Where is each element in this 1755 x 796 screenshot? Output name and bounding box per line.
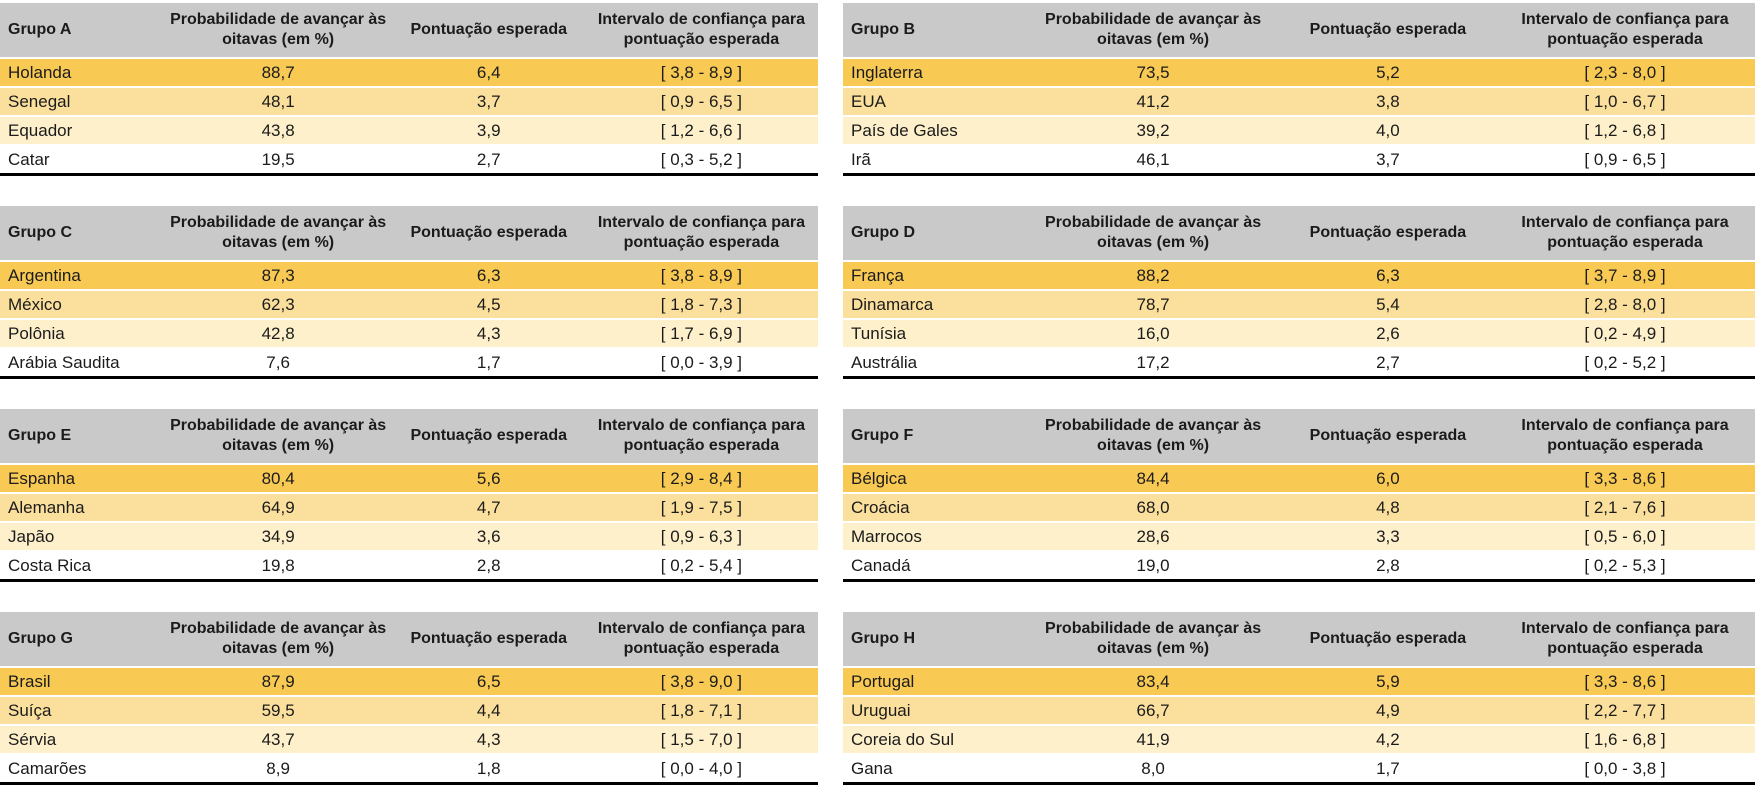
- table-row: [0, 726, 818, 753]
- table-row: [0, 494, 818, 521]
- ci-column-header: Intervalo de confiança para pontuação esperada: [597, 214, 805, 251]
- prob-column-header: Probabilidade de avançar às oitavas (em %): [1045, 214, 1262, 251]
- table-header: [843, 409, 1755, 463]
- ci-cell: [ 0,2 - 5,4 ]: [660, 555, 743, 575]
- ci-cell: [ 3,8 - 8,9 ]: [660, 62, 743, 82]
- points-cell: 6,0: [1376, 468, 1400, 488]
- points-cell: 1,7: [1376, 758, 1400, 778]
- team-cell: Dinamarca: [851, 294, 934, 314]
- prob-cell: 34,9: [261, 526, 295, 546]
- prob-cell: 83,4: [1136, 671, 1170, 691]
- group-label: Grupo F: [851, 427, 914, 445]
- points-cell: 1,8: [476, 758, 501, 778]
- points-cell: 2,7: [476, 149, 501, 169]
- group-c-table: [0, 206, 818, 379]
- ci-cell: [ 1,9 - 7,5 ]: [660, 497, 743, 517]
- table-header: [0, 409, 818, 463]
- group-d-table: [843, 206, 1755, 379]
- team-cell: Japão: [8, 526, 55, 546]
- points-column-header: Pontuação esperada: [1309, 21, 1467, 39]
- ci-column-header: Intervalo de confiança para pontuação esperada: [597, 11, 805, 48]
- team-cell: Irã: [851, 149, 871, 169]
- ci-cell: [ 1,2 - 6,8 ]: [1584, 120, 1666, 140]
- ci-column-header: Intervalo de confiança para pontuação esperada: [1521, 620, 1729, 657]
- points-cell: 6,3: [1376, 265, 1400, 285]
- team-cell: Portugal: [851, 671, 915, 691]
- ci-column-header: Intervalo de confiança para pontuação esperada: [597, 417, 805, 454]
- table-row: [843, 59, 1755, 86]
- group-label: Grupo H: [851, 630, 915, 648]
- table-row: [843, 494, 1755, 521]
- points-column-header: Pontuação esperada: [1309, 427, 1467, 445]
- table-row: [843, 668, 1755, 695]
- team-cell: Gana: [851, 758, 893, 778]
- ci-cell: [ 0,3 - 5,2 ]: [660, 149, 743, 169]
- points-cell: 5,2: [1376, 62, 1400, 82]
- ci-cell: [ 1,6 - 6,8 ]: [1584, 729, 1666, 749]
- table-row: [0, 262, 818, 289]
- table-header: [0, 612, 818, 666]
- ci-cell: [ 1,7 - 6,9 ]: [660, 323, 743, 343]
- ci-cell: [ 0,2 - 5,3 ]: [1584, 555, 1666, 575]
- team-cell: Austrália: [851, 352, 918, 372]
- group-label: Grupo D: [851, 224, 915, 242]
- prob-cell: 43,8: [261, 120, 295, 140]
- team-cell: Canadá: [851, 555, 911, 575]
- group-label: Grupo A: [8, 21, 72, 39]
- ci-cell: [ 2,1 - 7,6 ]: [1584, 497, 1666, 517]
- prob-cell: 78,7: [1136, 294, 1170, 314]
- table-header: [843, 3, 1755, 57]
- ci-cell: [ 3,8 - 8,9 ]: [660, 265, 743, 285]
- points-cell: 5,9: [1376, 671, 1400, 691]
- table-row: [0, 349, 818, 376]
- prob-cell: 59,5: [261, 700, 295, 720]
- table-row: [0, 697, 818, 724]
- ci-cell: [ 3,7 - 8,9 ]: [1584, 265, 1666, 285]
- table-row: [0, 146, 818, 173]
- prob-cell: 84,4: [1136, 468, 1170, 488]
- team-cell: EUA: [851, 91, 886, 111]
- table-row: [843, 262, 1755, 289]
- team-cell: Senegal: [8, 91, 71, 111]
- table-row: [843, 726, 1755, 753]
- team-cell: Arábia Saudita: [8, 352, 120, 372]
- points-cell: 5,4: [1376, 294, 1400, 314]
- group-label: Grupo E: [8, 427, 72, 445]
- prob-cell: 42,8: [261, 323, 295, 343]
- group-e-table: [0, 409, 818, 582]
- ci-cell: [ 1,2 - 6,6 ]: [660, 120, 743, 140]
- ci-cell: [ 0,9 - 6,5 ]: [660, 91, 743, 111]
- points-cell: 3,3: [1376, 526, 1400, 546]
- points-cell: 2,7: [1376, 352, 1400, 372]
- ci-cell: [ 3,3 - 8,6 ]: [1584, 671, 1666, 691]
- team-cell: Alemanha: [8, 497, 85, 517]
- team-cell: Inglaterra: [851, 62, 923, 82]
- team-cell: Catar: [8, 149, 50, 169]
- team-cell: Tunísia: [851, 323, 907, 343]
- points-cell: 4,7: [476, 497, 501, 517]
- points-cell: 5,6: [476, 468, 501, 488]
- prob-cell: 41,9: [1136, 729, 1170, 749]
- prob-cell: 39,2: [1136, 120, 1170, 140]
- points-cell: 4,2: [1376, 729, 1400, 749]
- points-cell: 2,8: [476, 555, 501, 575]
- points-cell: 4,4: [476, 700, 501, 720]
- table-header: [843, 612, 1755, 666]
- group-label: Grupo C: [8, 224, 72, 242]
- ci-cell: [ 2,3 - 8,0 ]: [1584, 62, 1666, 82]
- table-row: [843, 465, 1755, 492]
- table-row: [0, 668, 818, 695]
- ci-cell: [ 0,0 - 3,8 ]: [1584, 758, 1666, 778]
- points-column-header: Pontuação esperada: [410, 427, 567, 445]
- team-cell: Sérvia: [8, 729, 57, 749]
- points-cell: 4,5: [476, 294, 501, 314]
- prob-column-header: Probabilidade de avançar às oitavas (em %): [1045, 11, 1262, 48]
- points-column-header: Pontuação esperada: [410, 21, 567, 39]
- table-row: [0, 523, 818, 550]
- ci-column-header: Intervalo de confiança para pontuação esperada: [1521, 214, 1729, 251]
- ci-cell: [ 1,5 - 7,0 ]: [660, 729, 743, 749]
- table-row: [0, 88, 818, 115]
- prob-column-header: Probabilidade de avançar às oitavas (em %): [170, 11, 387, 48]
- ci-cell: [ 0,9 - 6,5 ]: [1584, 149, 1666, 169]
- points-column-header: Pontuação esperada: [1309, 630, 1467, 648]
- team-cell: México: [8, 294, 62, 314]
- group-b-table: [843, 3, 1755, 176]
- group-label: Grupo G: [8, 630, 73, 648]
- prob-cell: 46,1: [1136, 149, 1170, 169]
- points-column-header: Pontuação esperada: [410, 630, 567, 648]
- table-row: [843, 146, 1755, 173]
- prob-cell: 8,9: [266, 758, 290, 778]
- points-cell: 6,5: [476, 671, 501, 691]
- prob-cell: 62,3: [261, 294, 295, 314]
- table-row: [0, 465, 818, 492]
- points-cell: 4,9: [1376, 700, 1400, 720]
- team-cell: Coreia do Sul: [851, 729, 955, 749]
- ci-cell: [ 3,3 - 8,6 ]: [1584, 468, 1666, 488]
- ci-column-header: Intervalo de confiança para pontuação esperada: [1521, 11, 1729, 48]
- prob-cell: 7,6: [266, 352, 290, 372]
- table-row: [0, 117, 818, 144]
- table-row: [843, 552, 1755, 579]
- points-cell: 3,8: [1376, 91, 1400, 111]
- points-cell: 3,9: [476, 120, 501, 140]
- prob-cell: 19,8: [261, 555, 295, 575]
- prob-cell: 48,1: [261, 91, 295, 111]
- ci-cell: [ 0,9 - 6,3 ]: [660, 526, 743, 546]
- ci-column-header: Intervalo de confiança para pontuação esperada: [1521, 417, 1729, 454]
- ci-cell: [ 1,0 - 6,7 ]: [1584, 91, 1666, 111]
- team-cell: Brasil: [8, 671, 51, 691]
- points-cell: 1,7: [476, 352, 501, 372]
- team-cell: Espanha: [8, 468, 76, 488]
- team-cell: Equador: [8, 120, 73, 140]
- points-cell: 4,3: [476, 729, 501, 749]
- prob-cell: 68,0: [1136, 497, 1170, 517]
- team-cell: Uruguai: [851, 700, 911, 720]
- ci-cell: [ 3,8 - 9,0 ]: [660, 671, 743, 691]
- prob-column-header: Probabilidade de avançar às oitavas (em %): [1045, 417, 1262, 454]
- group-a-table: [0, 3, 818, 176]
- team-cell: Suíça: [8, 700, 52, 720]
- team-cell: França: [851, 265, 904, 285]
- prob-cell: 19,0: [1136, 555, 1170, 575]
- table-row: [843, 349, 1755, 376]
- group-label: Grupo B: [851, 21, 915, 39]
- ci-cell: [ 0,2 - 5,2 ]: [1584, 352, 1666, 372]
- prob-column-header: Probabilidade de avançar às oitavas (em %): [170, 214, 387, 251]
- points-cell: 3,7: [1376, 149, 1400, 169]
- team-cell: Bélgica: [851, 468, 907, 488]
- team-cell: Croácia: [851, 497, 910, 517]
- ci-cell: [ 0,5 - 6,0 ]: [1584, 526, 1666, 546]
- table-header: [0, 206, 818, 260]
- table-row: [843, 320, 1755, 347]
- prob-cell: 80,4: [261, 468, 295, 488]
- prob-cell: 8,0: [1141, 758, 1165, 778]
- prob-cell: 28,6: [1136, 526, 1170, 546]
- points-cell: 4,8: [1376, 497, 1400, 517]
- points-column-header: Pontuação esperada: [410, 224, 567, 242]
- team-cell: Holanda: [8, 62, 72, 82]
- prob-column-header: Probabilidade de avançar às oitavas (em %): [170, 417, 387, 454]
- prob-cell: 17,2: [1136, 352, 1170, 372]
- points-cell: 2,8: [1376, 555, 1400, 575]
- table-row: [843, 523, 1755, 550]
- table-row: [0, 552, 818, 579]
- table-row: [0, 59, 818, 86]
- table-header: [843, 206, 1755, 260]
- points-cell: 2,6: [1376, 323, 1400, 343]
- ci-cell: [ 0,0 - 4,0 ]: [660, 758, 743, 778]
- prob-cell: 64,9: [261, 497, 295, 517]
- points-cell: 3,7: [476, 91, 501, 111]
- table-row: [843, 117, 1755, 144]
- points-cell: 4,0: [1376, 120, 1400, 140]
- ci-cell: [ 2,2 - 7,7 ]: [1584, 700, 1666, 720]
- prob-cell: 43,7: [261, 729, 295, 749]
- points-cell: 3,6: [476, 526, 501, 546]
- points-cell: 6,4: [476, 62, 501, 82]
- group-g-table: [0, 612, 818, 785]
- points-cell: 4,3: [476, 323, 501, 343]
- prob-cell: 87,3: [261, 265, 295, 285]
- ci-cell: [ 1,8 - 7,3 ]: [660, 294, 743, 314]
- table-header: [0, 3, 818, 57]
- table-row: [843, 697, 1755, 724]
- prob-cell: 41,2: [1136, 91, 1170, 111]
- team-cell: Costa Rica: [8, 555, 92, 575]
- ci-column-header: Intervalo de confiança para pontuação esperada: [597, 620, 805, 657]
- team-cell: Polônia: [8, 323, 65, 343]
- table-row: [843, 88, 1755, 115]
- team-cell: Argentina: [8, 265, 81, 285]
- prob-cell: 66,7: [1136, 700, 1170, 720]
- ci-cell: [ 0,0 - 3,9 ]: [660, 352, 743, 372]
- prob-cell: 88,7: [261, 62, 295, 82]
- table-row: [843, 291, 1755, 318]
- group-h-table: [843, 612, 1755, 785]
- prob-cell: 73,5: [1136, 62, 1170, 82]
- team-cell: País de Gales: [851, 120, 958, 140]
- points-cell: 6,3: [476, 265, 501, 285]
- prob-column-header: Probabilidade de avançar às oitavas (em %): [170, 620, 387, 657]
- prob-column-header: Probabilidade de avançar às oitavas (em %): [1045, 620, 1262, 657]
- prob-cell: 88,2: [1136, 265, 1170, 285]
- table-row: [843, 755, 1755, 782]
- table-row: [0, 320, 818, 347]
- ci-cell: [ 1,8 - 7,1 ]: [660, 700, 743, 720]
- ci-cell: [ 2,9 - 8,4 ]: [660, 468, 743, 488]
- prob-cell: 87,9: [261, 671, 295, 691]
- points-column-header: Pontuação esperada: [1309, 224, 1467, 242]
- ci-cell: [ 0,2 - 4,9 ]: [1584, 323, 1666, 343]
- prob-cell: 16,0: [1136, 323, 1170, 343]
- team-cell: Marrocos: [851, 526, 922, 546]
- group-f-table: [843, 409, 1755, 582]
- ci-cell: [ 2,8 - 8,0 ]: [1584, 294, 1666, 314]
- team-cell: Camarões: [8, 758, 87, 778]
- table-row: [0, 755, 818, 782]
- prob-cell: 19,5: [261, 149, 295, 169]
- table-row: [0, 291, 818, 318]
